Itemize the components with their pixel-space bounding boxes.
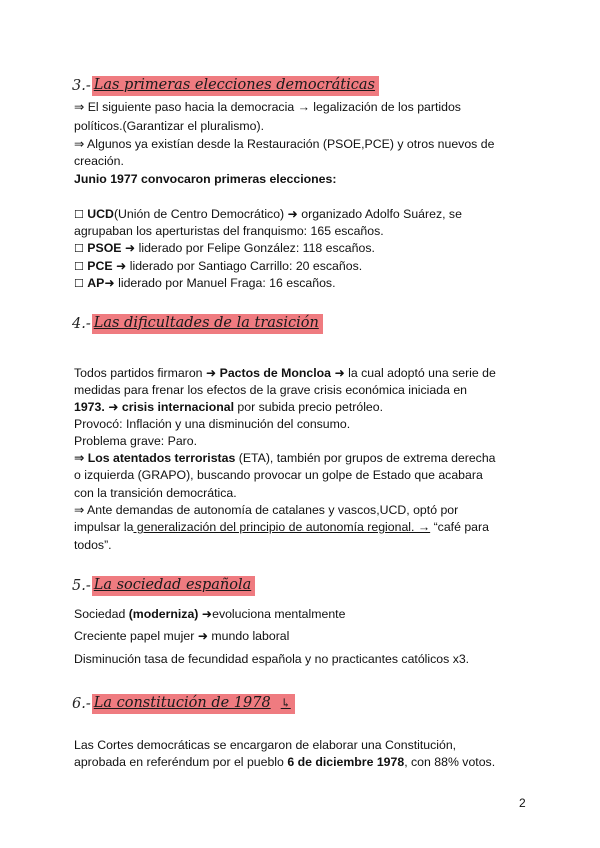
party-detail: (Unión de Centro Democrático) ➜ organizado Adolfo Suárez, se: [113, 207, 462, 221]
s3-elections-date: Junio 1977 convocaron primeras elecciones:: [74, 172, 337, 186]
text-run: “café para: [430, 520, 489, 534]
party-detail: ➜ liderado por Santiago Carrillo: 20 escaños.: [112, 259, 363, 273]
s4-line-1: [74, 365, 534, 382]
section-6-heading: [72, 691, 295, 717]
s4-line-4: Provocó: Inflación y una disminución del consumo.: [74, 417, 351, 431]
party-detail: ➜ liderado por Felipe González: 118 escaños.: [121, 241, 375, 255]
s4-line-6: [74, 450, 534, 467]
checkbox-icon: ☐: [74, 208, 84, 221]
crisis-internacional: 1973. ➜ crisis internacional: [74, 400, 234, 414]
s5-line-1: [74, 606, 534, 623]
s6-line-2: [74, 754, 534, 771]
s5-line-3: Disminución tasa de fecundidad española y no practicantes católicos x3.: [74, 652, 470, 666]
s4-line-2: medidas para frenar los efectos de la grave crisis económica iniciada en: [74, 383, 468, 397]
checkbox-icon: ☐: [74, 260, 84, 273]
pactos-moncloa: ➜ Pactos de Moncloa ➜: [205, 366, 345, 380]
return-arrow-icon: ↳: [280, 696, 291, 710]
page-number: 2: [519, 796, 526, 810]
s3-party-ap: [74, 275, 534, 292]
party-name: PCE: [87, 259, 113, 273]
party-name: PSOE: [87, 241, 122, 255]
section-3-title: Las primeras elecciones democráticas: [92, 76, 379, 96]
text-run: Sociedad: [74, 607, 129, 621]
party-name: AP: [87, 276, 105, 290]
s5-line-2: Creciente papel mujer ➜ mundo laboral: [74, 629, 290, 643]
s4-line-9: ⇒ Ante demandas de autonomía de catalanes y vascos,UCD, optó por: [74, 503, 459, 517]
text-run: impulsar la: [74, 520, 134, 534]
s3-party-ucd: [74, 206, 534, 223]
s4-line-11: todos”.: [74, 538, 112, 552]
section-3-number: 3.-: [72, 78, 91, 94]
section-4-number: 4.-: [72, 316, 91, 332]
s3-party-psoe: [74, 240, 534, 257]
section-5-number: 5.-: [72, 578, 91, 594]
s3-party-ucd-cont: agrupaban los aperturistas del franquismo: 165 escaños.: [74, 224, 384, 238]
section-6-number: 6.-: [72, 696, 91, 712]
s4-line-10: [74, 519, 534, 536]
text-run: Todos partidos firmaron: [74, 366, 206, 380]
checkbox-icon: ☐: [74, 277, 84, 290]
checkbox-icon: ☐: [74, 242, 84, 255]
text-run: (ETA), también por grupos de extrema derecha: [235, 451, 496, 465]
section-5-title: La sociedad española: [92, 576, 256, 596]
s6-line-1: Las Cortes democráticas se encargaron de elaborar una Constitución,: [74, 738, 457, 752]
text-run: la cual adoptó una serie de: [344, 366, 496, 380]
s4-line-8: con la transición democrática.: [74, 486, 237, 500]
section-4-title: Las dificultades de la trasición: [92, 314, 323, 334]
section-3-heading: [72, 73, 379, 99]
s3-line-4: creación.: [74, 154, 124, 168]
section-6-title-text: La constitución de 1978: [93, 695, 271, 711]
s3-line-1: ⇒ El siguiente paso hacia la democracia → legalización de los partidos: [74, 100, 461, 114]
text-run: , con 88% votos.: [404, 755, 496, 769]
autonomia-regional: generalización del principio de autonomía regional. →: [133, 520, 431, 534]
s3-party-pce: [74, 258, 534, 275]
s4-line-7: o izquierda (GRAPO), buscando provocar un golpe de Estado que acabara: [74, 468, 483, 482]
section-4-heading: [72, 311, 323, 337]
s4-line-3: [74, 399, 534, 416]
section-6-title: [92, 694, 295, 714]
party-name: UCD: [87, 207, 114, 221]
s4-line-5: Problema grave: Paro.: [74, 434, 198, 448]
section-5-heading: [72, 573, 255, 599]
s3-line-3: ⇒ Algunos ya existían desde la Restauración (PSOE,PCE) y otros nuevos de: [74, 137, 495, 151]
party-detail: ➜ liderado por Manuel Fraga: 16 escaños.: [104, 276, 336, 290]
text-run: por subida precio petróleo.: [234, 400, 384, 414]
s3-line-2: políticos.(Garantizar el pluralismo).: [74, 119, 264, 133]
text-run: ➜evoluciona mentalmente: [198, 607, 346, 621]
atentados-terroristas: ⇒ Los atentados terroristas: [74, 451, 236, 465]
moderniza: (moderniza): [128, 607, 199, 621]
fecha-referendum: 6 de diciembre 1978: [287, 755, 405, 769]
text-run: aprobada en referéndum por el pueblo: [74, 755, 288, 769]
